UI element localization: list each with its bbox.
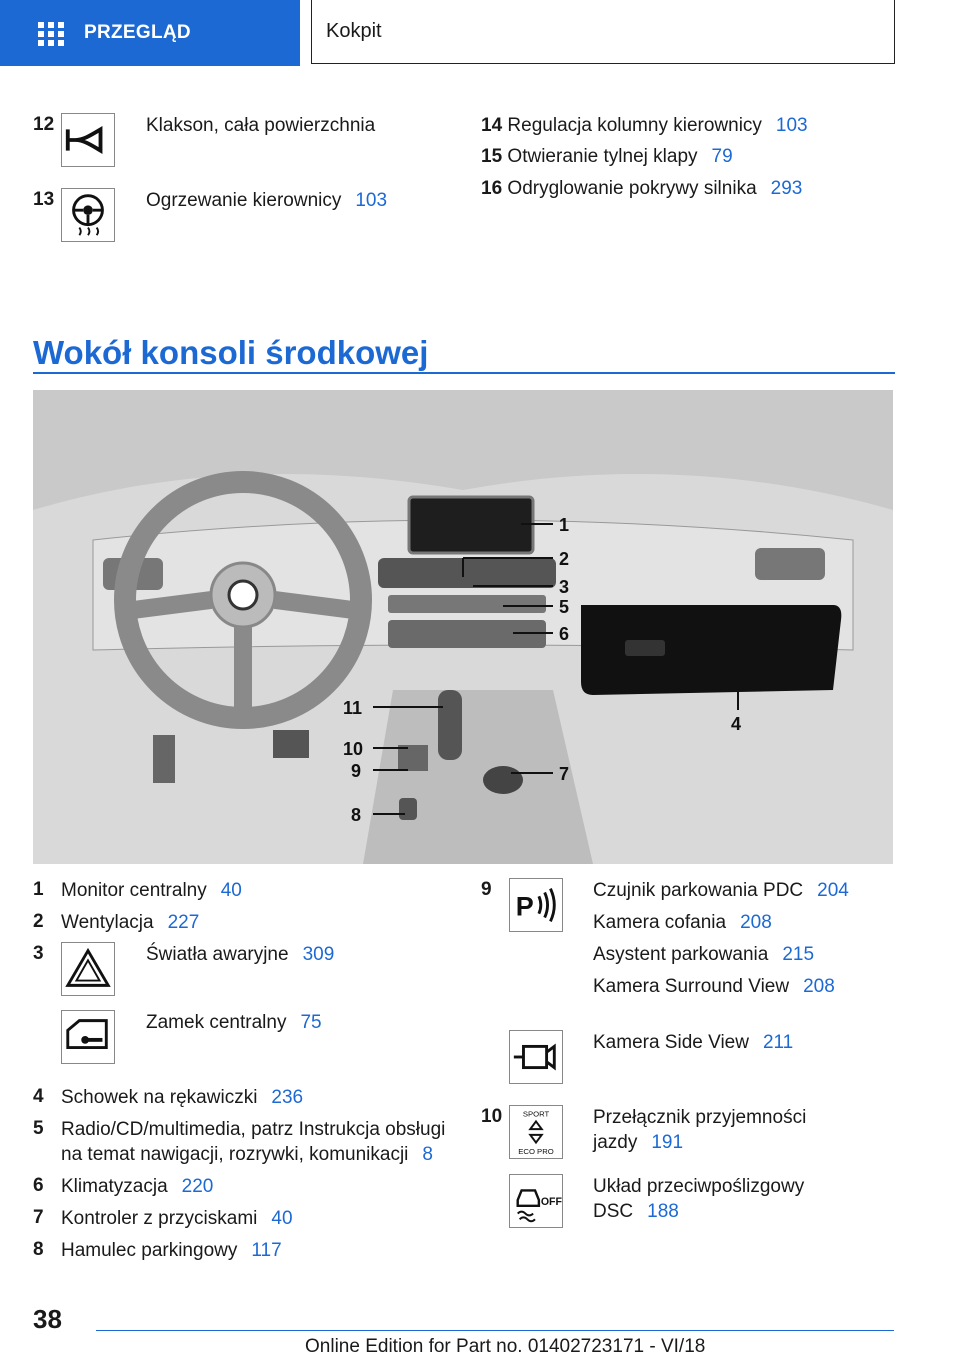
- item-number: 6: [33, 1175, 44, 1196]
- item-label: Monitor centralny: [61, 880, 207, 901]
- eco-pro-label: ECO PRO: [518, 1147, 554, 1157]
- list-item-line: Układ przeciwpoślizgowy: [593, 1176, 805, 1197]
- item-label: jazdy: [593, 1132, 638, 1153]
- item-number: 14: [481, 115, 503, 136]
- item-label: Odryglowanie pokrywy silnika: [507, 178, 757, 199]
- item-label: na temat nawigacji, rozrywki, komunikacji: [61, 1144, 409, 1165]
- list-item: [593, 943, 814, 967]
- item-label: Światła awaryjne: [146, 944, 289, 965]
- item-text: Klakson, cała powierzchnia: [146, 115, 376, 136]
- page-link[interactable]: 211: [762, 1032, 794, 1053]
- list-item: [481, 145, 733, 169]
- list-item: [593, 1131, 683, 1155]
- item-number: 13: [33, 189, 55, 210]
- page-link[interactable]: 79: [711, 146, 733, 167]
- title-divider: [33, 372, 895, 374]
- item-number: 7: [33, 1207, 44, 1228]
- item-label: Zamek centralny: [146, 1012, 287, 1033]
- item-text: [146, 189, 387, 213]
- list-item: [593, 1200, 679, 1224]
- page-link[interactable]: 208: [740, 912, 772, 933]
- item-number: 4: [33, 1086, 44, 1107]
- item-label: Kontroler z przyciskami: [61, 1208, 258, 1229]
- page-link[interactable]: 293: [770, 178, 803, 199]
- page-link[interactable]: 103: [775, 115, 808, 136]
- page-link[interactable]: 75: [300, 1012, 322, 1033]
- callout-8: 8: [351, 805, 362, 825]
- list-item: [61, 879, 242, 903]
- page-link[interactable]: 40: [220, 880, 242, 901]
- footer-edition: Online Edition for Part no. 01402723171 - VI/18: [305, 1336, 706, 1357]
- item-label: Kamera Side View: [593, 1032, 749, 1053]
- page-link[interactable]: 8: [422, 1144, 433, 1165]
- page-link[interactable]: 227: [167, 912, 200, 933]
- item-number: 5: [33, 1118, 44, 1139]
- center-console-illustration: [33, 390, 893, 864]
- section-title: Wokół konsoli środkowej: [33, 334, 429, 371]
- overview-tab[interactable]: [0, 0, 300, 66]
- list-item: [61, 911, 199, 935]
- callout-10: 10: [343, 739, 364, 759]
- page-link[interactable]: 40: [271, 1208, 293, 1229]
- list-item-line: Przełącznik przyjemności: [593, 1107, 807, 1128]
- list-item-line: Radio/CD/multimedia, patrz Instrukcja obsługi: [61, 1119, 446, 1140]
- dsc-off-icon: [509, 1174, 563, 1228]
- page-link[interactable]: 236: [271, 1087, 304, 1108]
- page-link[interactable]: 309: [302, 944, 335, 965]
- item-label: Kamera cofania: [593, 912, 727, 933]
- sport-label: SPORT: [522, 1109, 550, 1119]
- item-label: Kamera Surround View: [593, 976, 790, 997]
- callout-1: 1: [559, 515, 570, 535]
- page-link[interactable]: 220: [181, 1176, 214, 1197]
- item-number: 12: [33, 114, 55, 135]
- page-link[interactable]: 191: [651, 1132, 684, 1153]
- item-label: Czujnik parkowania PDC: [593, 880, 804, 901]
- callout-5: 5: [559, 597, 570, 617]
- callout-2: 2: [559, 549, 570, 569]
- grid-icon: [38, 22, 64, 44]
- item-number: 8: [33, 1239, 44, 1260]
- callout-11: 11: [343, 698, 363, 718]
- section-tab[interactable]: [311, 0, 895, 64]
- item-label: Asystent parkowania: [593, 944, 769, 965]
- callout-9: 9: [351, 761, 362, 781]
- list-item: [61, 1175, 213, 1199]
- item-label: Ogrzewanie kierownicy: [146, 190, 342, 211]
- item-label: Regulacja kolumny kierownicy: [507, 115, 762, 136]
- page-link[interactable]: 188: [647, 1201, 679, 1222]
- driving-mode-switch-icon: [509, 1105, 563, 1159]
- item-label: Hamulec parkingowy: [61, 1240, 238, 1261]
- callout-3: 3: [559, 577, 570, 597]
- item-number: 16: [481, 178, 503, 199]
- list-item: [61, 1239, 282, 1263]
- page-number: 38: [33, 1304, 62, 1334]
- callout-7: 7: [559, 764, 570, 784]
- item-number: 3: [33, 943, 44, 964]
- item-number: 15: [481, 146, 503, 167]
- item-label: Schowek na rękawiczki: [61, 1087, 258, 1108]
- item-label: Otwieranie tylnej klapy: [507, 146, 698, 167]
- heated-steering-wheel-icon: [61, 188, 115, 242]
- list-item: [593, 1031, 793, 1055]
- horn-icon: [61, 113, 115, 167]
- list-item: [61, 1086, 303, 1110]
- park-distance-control-icon: [509, 878, 563, 932]
- overview-tab-label: PRZEGLĄD: [84, 22, 191, 43]
- hazard-warning-icon: [61, 942, 115, 996]
- item-number: 1: [33, 879, 44, 900]
- footer-divider: [96, 1330, 894, 1331]
- list-item: [61, 1207, 293, 1231]
- item-label: DSC: [593, 1201, 634, 1222]
- item-label: Wentylacja: [61, 912, 154, 933]
- list-item: [146, 943, 334, 967]
- callout-6: 6: [559, 624, 570, 644]
- list-item: [593, 911, 772, 935]
- section-tab-label: Kokpit: [326, 20, 382, 42]
- list-item: [593, 975, 835, 999]
- page-link[interactable]: 215: [782, 944, 815, 965]
- list-item: [61, 1143, 433, 1167]
- central-lock-icon: [61, 1010, 115, 1064]
- svg-text:P: P: [515, 891, 534, 922]
- camera-icon: [509, 1030, 563, 1084]
- item-number: 9: [481, 879, 492, 900]
- page-link[interactable]: 204: [817, 880, 849, 901]
- list-item: [593, 879, 849, 903]
- off-label: OFF: [540, 1195, 562, 1208]
- page-link[interactable]: 208: [803, 976, 835, 997]
- list-item: [146, 1011, 322, 1035]
- list-item: [481, 114, 808, 138]
- callout-4: 4: [731, 714, 742, 734]
- page-link[interactable]: 117: [251, 1240, 282, 1261]
- item-label: Klimatyzacja: [61, 1176, 168, 1197]
- item-number: 10: [481, 1106, 503, 1127]
- list-item: [481, 177, 802, 201]
- page-link[interactable]: 103: [355, 190, 388, 211]
- item-number: 2: [33, 911, 44, 932]
